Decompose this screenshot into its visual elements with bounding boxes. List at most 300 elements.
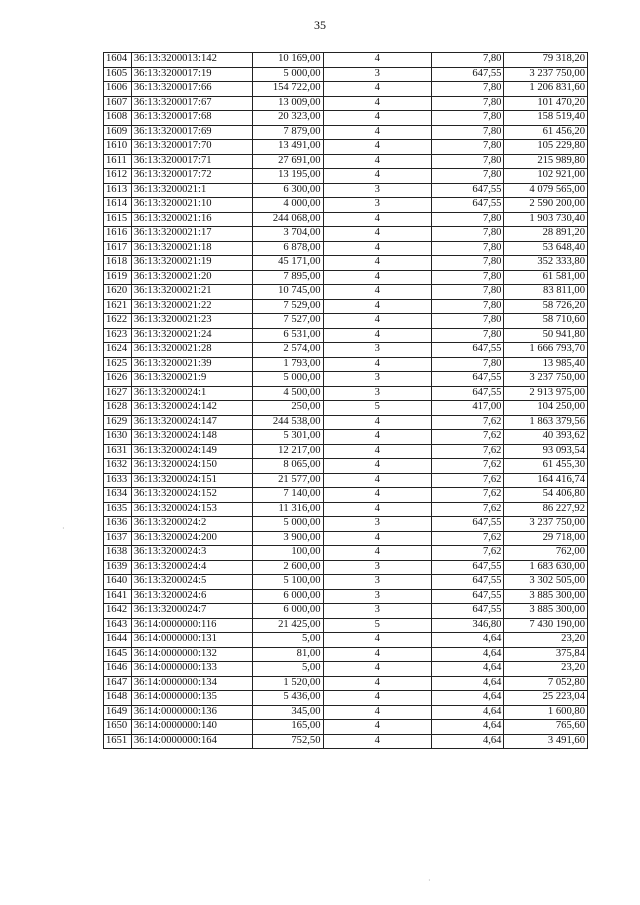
row-number-cell: 1645 xyxy=(104,647,132,662)
rate-cell: 647,55 xyxy=(432,386,504,401)
group-cell: 4 xyxy=(323,734,432,749)
row-number-cell: 1606 xyxy=(104,82,132,97)
table-row xyxy=(104,662,588,677)
table-row xyxy=(104,633,588,648)
rate-cell: 647,55 xyxy=(432,575,504,590)
area-cell: 100,00 xyxy=(252,546,323,561)
amount-cell: 1 903 730,40 xyxy=(504,212,588,227)
table-row xyxy=(104,140,588,155)
page-number: 35 xyxy=(314,18,326,32)
cadastral-number-cell: 36:13:3200021:22 xyxy=(131,299,252,314)
rate-cell: 4,64 xyxy=(432,633,504,648)
group-cell: 5 xyxy=(323,618,432,633)
group-cell: 4 xyxy=(323,488,432,503)
row-number-cell: 1613 xyxy=(104,183,132,198)
area-cell: 21 425,00 xyxy=(252,618,323,633)
cadastral-number-cell: 36:14:0000000:131 xyxy=(131,633,252,648)
row-number-cell: 1629 xyxy=(104,415,132,430)
cadastral-number-cell: 36:14:0000000:134 xyxy=(131,676,252,691)
group-cell: 4 xyxy=(323,444,432,459)
row-number-cell: 1610 xyxy=(104,140,132,155)
table-row xyxy=(104,502,588,517)
row-number-cell: 1628 xyxy=(104,401,132,416)
group-cell: 4 xyxy=(323,459,432,474)
row-number-cell: 1605 xyxy=(104,67,132,82)
amount-cell: 50 941,80 xyxy=(504,328,588,343)
cadastral-number-cell: 36:13:3200024:7 xyxy=(131,604,252,619)
amount-cell: 1 863 379,56 xyxy=(504,415,588,430)
rate-cell: 7,62 xyxy=(432,488,504,503)
row-number-cell: 1644 xyxy=(104,633,132,648)
group-cell: 3 xyxy=(323,589,432,604)
table-row xyxy=(104,270,588,285)
cadastral-number-cell: 36:14:0000000:140 xyxy=(131,720,252,735)
cadastral-number-cell: 36:14:0000000:116 xyxy=(131,618,252,633)
area-cell: 45 171,00 xyxy=(252,256,323,271)
area-cell: 5,00 xyxy=(252,633,323,648)
rate-cell: 7,80 xyxy=(432,241,504,256)
row-number-cell: 1626 xyxy=(104,372,132,387)
cadastral-number-cell: 36:13:3200017:72 xyxy=(131,169,252,184)
group-cell: 3 xyxy=(323,604,432,619)
table-row xyxy=(104,589,588,604)
cadastral-number-cell: 36:13:3200021:24 xyxy=(131,328,252,343)
amount-cell: 1 206 831,60 xyxy=(504,82,588,97)
area-cell: 11 316,00 xyxy=(252,502,323,517)
cadastral-number-cell: 36:13:3200021:17 xyxy=(131,227,252,242)
row-number-cell: 1618 xyxy=(104,256,132,271)
amount-cell: 765,60 xyxy=(504,720,588,735)
amount-cell: 25 223,04 xyxy=(504,691,588,706)
table-row xyxy=(104,488,588,503)
amount-cell: 3 491,60 xyxy=(504,734,588,749)
group-cell: 4 xyxy=(323,140,432,155)
table-row xyxy=(104,241,588,256)
amount-cell: 101 470,20 xyxy=(504,96,588,111)
area-cell: 6 878,00 xyxy=(252,241,323,256)
area-cell: 4 000,00 xyxy=(252,198,323,213)
row-number-cell: 1643 xyxy=(104,618,132,633)
group-cell: 4 xyxy=(323,169,432,184)
rate-cell: 647,55 xyxy=(432,589,504,604)
rate-cell: 7,80 xyxy=(432,111,504,126)
table-row xyxy=(104,328,588,343)
area-cell: 7 140,00 xyxy=(252,488,323,503)
row-number-cell: 1627 xyxy=(104,386,132,401)
amount-cell: 93 093,54 xyxy=(504,444,588,459)
group-cell: 4 xyxy=(323,531,432,546)
rate-cell: 4,64 xyxy=(432,647,504,662)
cadastral-number-cell: 36:13:3200017:67 xyxy=(131,96,252,111)
rate-cell: 7,80 xyxy=(432,125,504,140)
amount-cell: 53 648,40 xyxy=(504,241,588,256)
amount-cell: 2 590 200,00 xyxy=(504,198,588,213)
rate-cell: 346,80 xyxy=(432,618,504,633)
amount-cell: 158 519,40 xyxy=(504,111,588,126)
row-number-cell: 1635 xyxy=(104,502,132,517)
row-number-cell: 1615 xyxy=(104,212,132,227)
cadastral-number-cell: 36:13:3200024:150 xyxy=(131,459,252,474)
amount-cell: 102 921,00 xyxy=(504,169,588,184)
rate-cell: 7,80 xyxy=(432,53,504,68)
amount-cell: 1 666 793,70 xyxy=(504,343,588,358)
table-row xyxy=(104,618,588,633)
amount-cell: 2 913 975,00 xyxy=(504,386,588,401)
cadastral-number-cell: 36:13:3200021:16 xyxy=(131,212,252,227)
group-cell: 4 xyxy=(323,125,432,140)
row-number-cell: 1608 xyxy=(104,111,132,126)
cadastral-number-cell: 36:13:3200021:9 xyxy=(131,372,252,387)
area-cell: 5 100,00 xyxy=(252,575,323,590)
cadastral-number-cell: 36:13:3200013:142 xyxy=(131,53,252,68)
cadastral-number-cell: 36:13:3200017:70 xyxy=(131,140,252,155)
group-cell: 4 xyxy=(323,53,432,68)
cadastral-number-cell: 36:13:3200024:3 xyxy=(131,546,252,561)
row-number-cell: 1630 xyxy=(104,430,132,445)
cadastral-number-cell: 36:13:3200017:66 xyxy=(131,82,252,97)
group-cell: 4 xyxy=(323,546,432,561)
amount-cell: 1 600,80 xyxy=(504,705,588,720)
group-cell: 3 xyxy=(323,517,432,532)
table-row xyxy=(104,676,588,691)
rate-cell: 647,55 xyxy=(432,372,504,387)
row-number-cell: 1625 xyxy=(104,357,132,372)
table-body xyxy=(104,53,588,749)
group-cell: 4 xyxy=(323,705,432,720)
group-cell: 3 xyxy=(323,386,432,401)
rate-cell: 4,64 xyxy=(432,720,504,735)
row-number-cell: 1641 xyxy=(104,589,132,604)
rate-cell: 7,80 xyxy=(432,285,504,300)
rate-cell: 7,80 xyxy=(432,299,504,314)
table-row xyxy=(104,517,588,532)
table-row xyxy=(104,473,588,488)
cadastral-number-cell: 36:13:3200021:10 xyxy=(131,198,252,213)
cadastral-number-cell: 36:13:3200021:1 xyxy=(131,183,252,198)
table-row xyxy=(104,212,588,227)
table-row xyxy=(104,343,588,358)
cadastral-number-cell: 36:13:3200017:68 xyxy=(131,111,252,126)
amount-cell: 164 416,74 xyxy=(504,473,588,488)
cadastral-number-cell: 36:13:3200024:148 xyxy=(131,430,252,445)
group-cell: 4 xyxy=(323,662,432,677)
area-cell: 13 491,00 xyxy=(252,140,323,155)
group-cell: 3 xyxy=(323,372,432,387)
area-cell: 165,00 xyxy=(252,720,323,735)
area-cell: 5 000,00 xyxy=(252,372,323,387)
group-cell: 4 xyxy=(323,299,432,314)
group-cell: 3 xyxy=(323,67,432,82)
group-cell: 3 xyxy=(323,560,432,575)
cadastral-number-cell: 36:13:3200021:18 xyxy=(131,241,252,256)
group-cell: 4 xyxy=(323,502,432,517)
group-cell: 4 xyxy=(323,430,432,445)
amount-cell: 79 318,20 xyxy=(504,53,588,68)
group-cell: 4 xyxy=(323,256,432,271)
area-cell: 7 527,00 xyxy=(252,314,323,329)
table-row xyxy=(104,125,588,140)
cadastral-number-cell: 36:14:0000000:164 xyxy=(131,734,252,749)
amount-cell: 23,20 xyxy=(504,633,588,648)
row-number-cell: 1609 xyxy=(104,125,132,140)
amount-cell: 40 393,62 xyxy=(504,430,588,445)
amount-cell: 58 710,60 xyxy=(504,314,588,329)
row-number-cell: 1648 xyxy=(104,691,132,706)
amount-cell: 3 237 750,00 xyxy=(504,372,588,387)
amount-cell: 61 581,00 xyxy=(504,270,588,285)
table-row xyxy=(104,285,588,300)
table-row xyxy=(104,430,588,445)
cadastral-number-cell: 36:14:0000000:135 xyxy=(131,691,252,706)
area-cell: 10 169,00 xyxy=(252,53,323,68)
cadastral-number-cell: 36:13:3200024:153 xyxy=(131,502,252,517)
table-row xyxy=(104,183,588,198)
row-number-cell: 1616 xyxy=(104,227,132,242)
row-number-cell: 1640 xyxy=(104,575,132,590)
amount-cell: 54 406,80 xyxy=(504,488,588,503)
table-row xyxy=(104,256,588,271)
area-cell: 4 500,00 xyxy=(252,386,323,401)
group-cell: 3 xyxy=(323,198,432,213)
row-number-cell: 1621 xyxy=(104,299,132,314)
rate-cell: 647,55 xyxy=(432,343,504,358)
rate-cell: 4,64 xyxy=(432,676,504,691)
row-number-cell: 1622 xyxy=(104,314,132,329)
table-row xyxy=(104,691,588,706)
group-cell: 4 xyxy=(323,691,432,706)
row-number-cell: 1637 xyxy=(104,531,132,546)
cadastral-number-cell: 36:13:3200024:2 xyxy=(131,517,252,532)
area-cell: 5 000,00 xyxy=(252,517,323,532)
row-number-cell: 1611 xyxy=(104,154,132,169)
area-cell: 5 436,00 xyxy=(252,691,323,706)
table-row xyxy=(104,734,588,749)
area-cell: 1 520,00 xyxy=(252,676,323,691)
table-row xyxy=(104,386,588,401)
area-cell: 154 722,00 xyxy=(252,82,323,97)
rate-cell: 7,80 xyxy=(432,140,504,155)
cadastral-number-cell: 36:13:3200024:151 xyxy=(131,473,252,488)
rate-cell: 7,80 xyxy=(432,227,504,242)
area-cell: 244 538,00 xyxy=(252,415,323,430)
area-cell: 12 217,00 xyxy=(252,444,323,459)
area-cell: 5 000,00 xyxy=(252,67,323,82)
amount-cell: 1 683 630,00 xyxy=(504,560,588,575)
amount-cell: 58 726,20 xyxy=(504,299,588,314)
rate-cell: 7,62 xyxy=(432,502,504,517)
area-cell: 3 704,00 xyxy=(252,227,323,242)
amount-cell: 13 985,40 xyxy=(504,357,588,372)
cadastral-number-cell: 36:14:0000000:133 xyxy=(131,662,252,677)
area-cell: 2 600,00 xyxy=(252,560,323,575)
table-row xyxy=(104,111,588,126)
cadastral-number-cell: 36:13:3200024:5 xyxy=(131,575,252,590)
cadastral-number-cell: 36:14:0000000:132 xyxy=(131,647,252,662)
cadastral-number-cell: 36:13:3200017:19 xyxy=(131,67,252,82)
area-cell: 5,00 xyxy=(252,662,323,677)
cadastral-number-cell: 36:13:3200024:200 xyxy=(131,531,252,546)
area-cell: 10 745,00 xyxy=(252,285,323,300)
rate-cell: 7,80 xyxy=(432,328,504,343)
table-row xyxy=(104,459,588,474)
group-cell: 3 xyxy=(323,183,432,198)
row-number-cell: 1607 xyxy=(104,96,132,111)
group-cell: 4 xyxy=(323,154,432,169)
group-cell: 4 xyxy=(323,473,432,488)
table-row xyxy=(104,546,588,561)
group-cell: 4 xyxy=(323,96,432,111)
table-row xyxy=(104,372,588,387)
area-cell: 250,00 xyxy=(252,401,323,416)
cadastral-number-cell: 36:13:3200024:142 xyxy=(131,401,252,416)
area-cell: 2 574,00 xyxy=(252,343,323,358)
row-number-cell: 1620 xyxy=(104,285,132,300)
group-cell: 4 xyxy=(323,111,432,126)
area-cell: 20 323,00 xyxy=(252,111,323,126)
rate-cell: 7,62 xyxy=(432,430,504,445)
area-cell: 5 301,00 xyxy=(252,430,323,445)
amount-cell: 29 718,00 xyxy=(504,531,588,546)
group-cell: 4 xyxy=(323,212,432,227)
area-cell: 1 793,00 xyxy=(252,357,323,372)
row-number-cell: 1636 xyxy=(104,517,132,532)
table-row xyxy=(104,415,588,430)
table-row xyxy=(104,154,588,169)
row-number-cell: 1647 xyxy=(104,676,132,691)
group-cell: 3 xyxy=(323,575,432,590)
row-number-cell: 1614 xyxy=(104,198,132,213)
area-cell: 7 529,00 xyxy=(252,299,323,314)
rate-cell: 647,55 xyxy=(432,198,504,213)
group-cell: 4 xyxy=(323,720,432,735)
rate-cell: 647,55 xyxy=(432,517,504,532)
amount-cell: 28 891,20 xyxy=(504,227,588,242)
area-cell: 3 900,00 xyxy=(252,531,323,546)
amount-cell: 375,84 xyxy=(504,647,588,662)
table-row xyxy=(104,705,588,720)
row-number-cell: 1642 xyxy=(104,604,132,619)
amount-cell: 4 079 565,00 xyxy=(504,183,588,198)
row-number-cell: 1631 xyxy=(104,444,132,459)
amount-cell: 105 229,80 xyxy=(504,140,588,155)
rate-cell: 417,00 xyxy=(432,401,504,416)
rate-cell: 647,55 xyxy=(432,67,504,82)
table-row xyxy=(104,720,588,735)
area-cell: 21 577,00 xyxy=(252,473,323,488)
group-cell: 4 xyxy=(323,241,432,256)
rate-cell: 7,80 xyxy=(432,154,504,169)
area-cell: 81,00 xyxy=(252,647,323,662)
cadastral-number-cell: 36:13:3200021:39 xyxy=(131,357,252,372)
cadastral-number-cell: 36:14:0000000:136 xyxy=(131,705,252,720)
area-cell: 752,50 xyxy=(252,734,323,749)
group-cell: 4 xyxy=(323,270,432,285)
rate-cell: 647,55 xyxy=(432,604,504,619)
group-cell: 4 xyxy=(323,328,432,343)
amount-cell: 3 237 750,00 xyxy=(504,517,588,532)
amount-cell: 3 885 300,00 xyxy=(504,589,588,604)
cadastral-number-cell: 36:13:3200024:1 xyxy=(131,386,252,401)
group-cell: 4 xyxy=(323,676,432,691)
group-cell: 4 xyxy=(323,633,432,648)
table-row xyxy=(104,647,588,662)
rate-cell: 7,80 xyxy=(432,314,504,329)
amount-cell: 23,20 xyxy=(504,662,588,677)
table-row xyxy=(104,53,588,68)
row-number-cell: 1634 xyxy=(104,488,132,503)
area-cell: 244 068,00 xyxy=(252,212,323,227)
table-row xyxy=(104,531,588,546)
amount-cell: 7 430 190,00 xyxy=(504,618,588,633)
table-row xyxy=(104,444,588,459)
rate-cell: 7,80 xyxy=(432,169,504,184)
area-cell: 8 065,00 xyxy=(252,459,323,474)
rate-cell: 7,80 xyxy=(432,256,504,271)
rate-cell: 4,64 xyxy=(432,691,504,706)
table-row xyxy=(104,604,588,619)
table-row xyxy=(104,198,588,213)
group-cell: 3 xyxy=(323,343,432,358)
group-cell: 4 xyxy=(323,357,432,372)
table-row xyxy=(104,227,588,242)
rate-cell: 7,80 xyxy=(432,357,504,372)
group-cell: 4 xyxy=(323,647,432,662)
rate-cell: 7,80 xyxy=(432,96,504,111)
area-cell: 7 895,00 xyxy=(252,270,323,285)
cadastral-number-cell: 36:13:3200024:152 xyxy=(131,488,252,503)
scan-mark: · xyxy=(428,876,431,885)
cadastral-number-cell: 36:13:3200021:20 xyxy=(131,270,252,285)
cadastral-number-cell: 36:13:3200017:71 xyxy=(131,154,252,169)
cadastral-number-cell: 36:13:3200021:21 xyxy=(131,285,252,300)
group-cell: 5 xyxy=(323,401,432,416)
amount-cell: 352 333,80 xyxy=(504,256,588,271)
amount-cell: 762,00 xyxy=(504,546,588,561)
cadastral-number-cell: 36:13:3200024:4 xyxy=(131,560,252,575)
group-cell: 4 xyxy=(323,227,432,242)
rate-cell: 647,55 xyxy=(432,560,504,575)
area-cell: 27 691,00 xyxy=(252,154,323,169)
row-number-cell: 1619 xyxy=(104,270,132,285)
area-cell: 345,00 xyxy=(252,705,323,720)
rate-cell: 7,62 xyxy=(432,531,504,546)
rate-cell: 7,80 xyxy=(432,82,504,97)
table-row xyxy=(104,357,588,372)
area-cell: 13 195,00 xyxy=(252,169,323,184)
amount-cell: 3 237 750,00 xyxy=(504,67,588,82)
row-number-cell: 1639 xyxy=(104,560,132,575)
cadastral-number-cell: 36:13:3200017:69 xyxy=(131,125,252,140)
row-number-cell: 1649 xyxy=(104,705,132,720)
amount-cell: 61 455,30 xyxy=(504,459,588,474)
amount-cell: 3 885 300,00 xyxy=(504,604,588,619)
group-cell: 4 xyxy=(323,285,432,300)
table-row xyxy=(104,82,588,97)
group-cell: 4 xyxy=(323,314,432,329)
group-cell: 4 xyxy=(323,415,432,430)
amount-cell: 215 989,80 xyxy=(504,154,588,169)
row-number-cell: 1650 xyxy=(104,720,132,735)
area-cell: 6 000,00 xyxy=(252,604,323,619)
rate-cell: 4,64 xyxy=(432,705,504,720)
rate-cell: 7,62 xyxy=(432,459,504,474)
table-row xyxy=(104,560,588,575)
row-number-cell: 1623 xyxy=(104,328,132,343)
amount-cell: 7 052,80 xyxy=(504,676,588,691)
table-row xyxy=(104,67,588,82)
table-row xyxy=(104,575,588,590)
rate-cell: 7,62 xyxy=(432,546,504,561)
